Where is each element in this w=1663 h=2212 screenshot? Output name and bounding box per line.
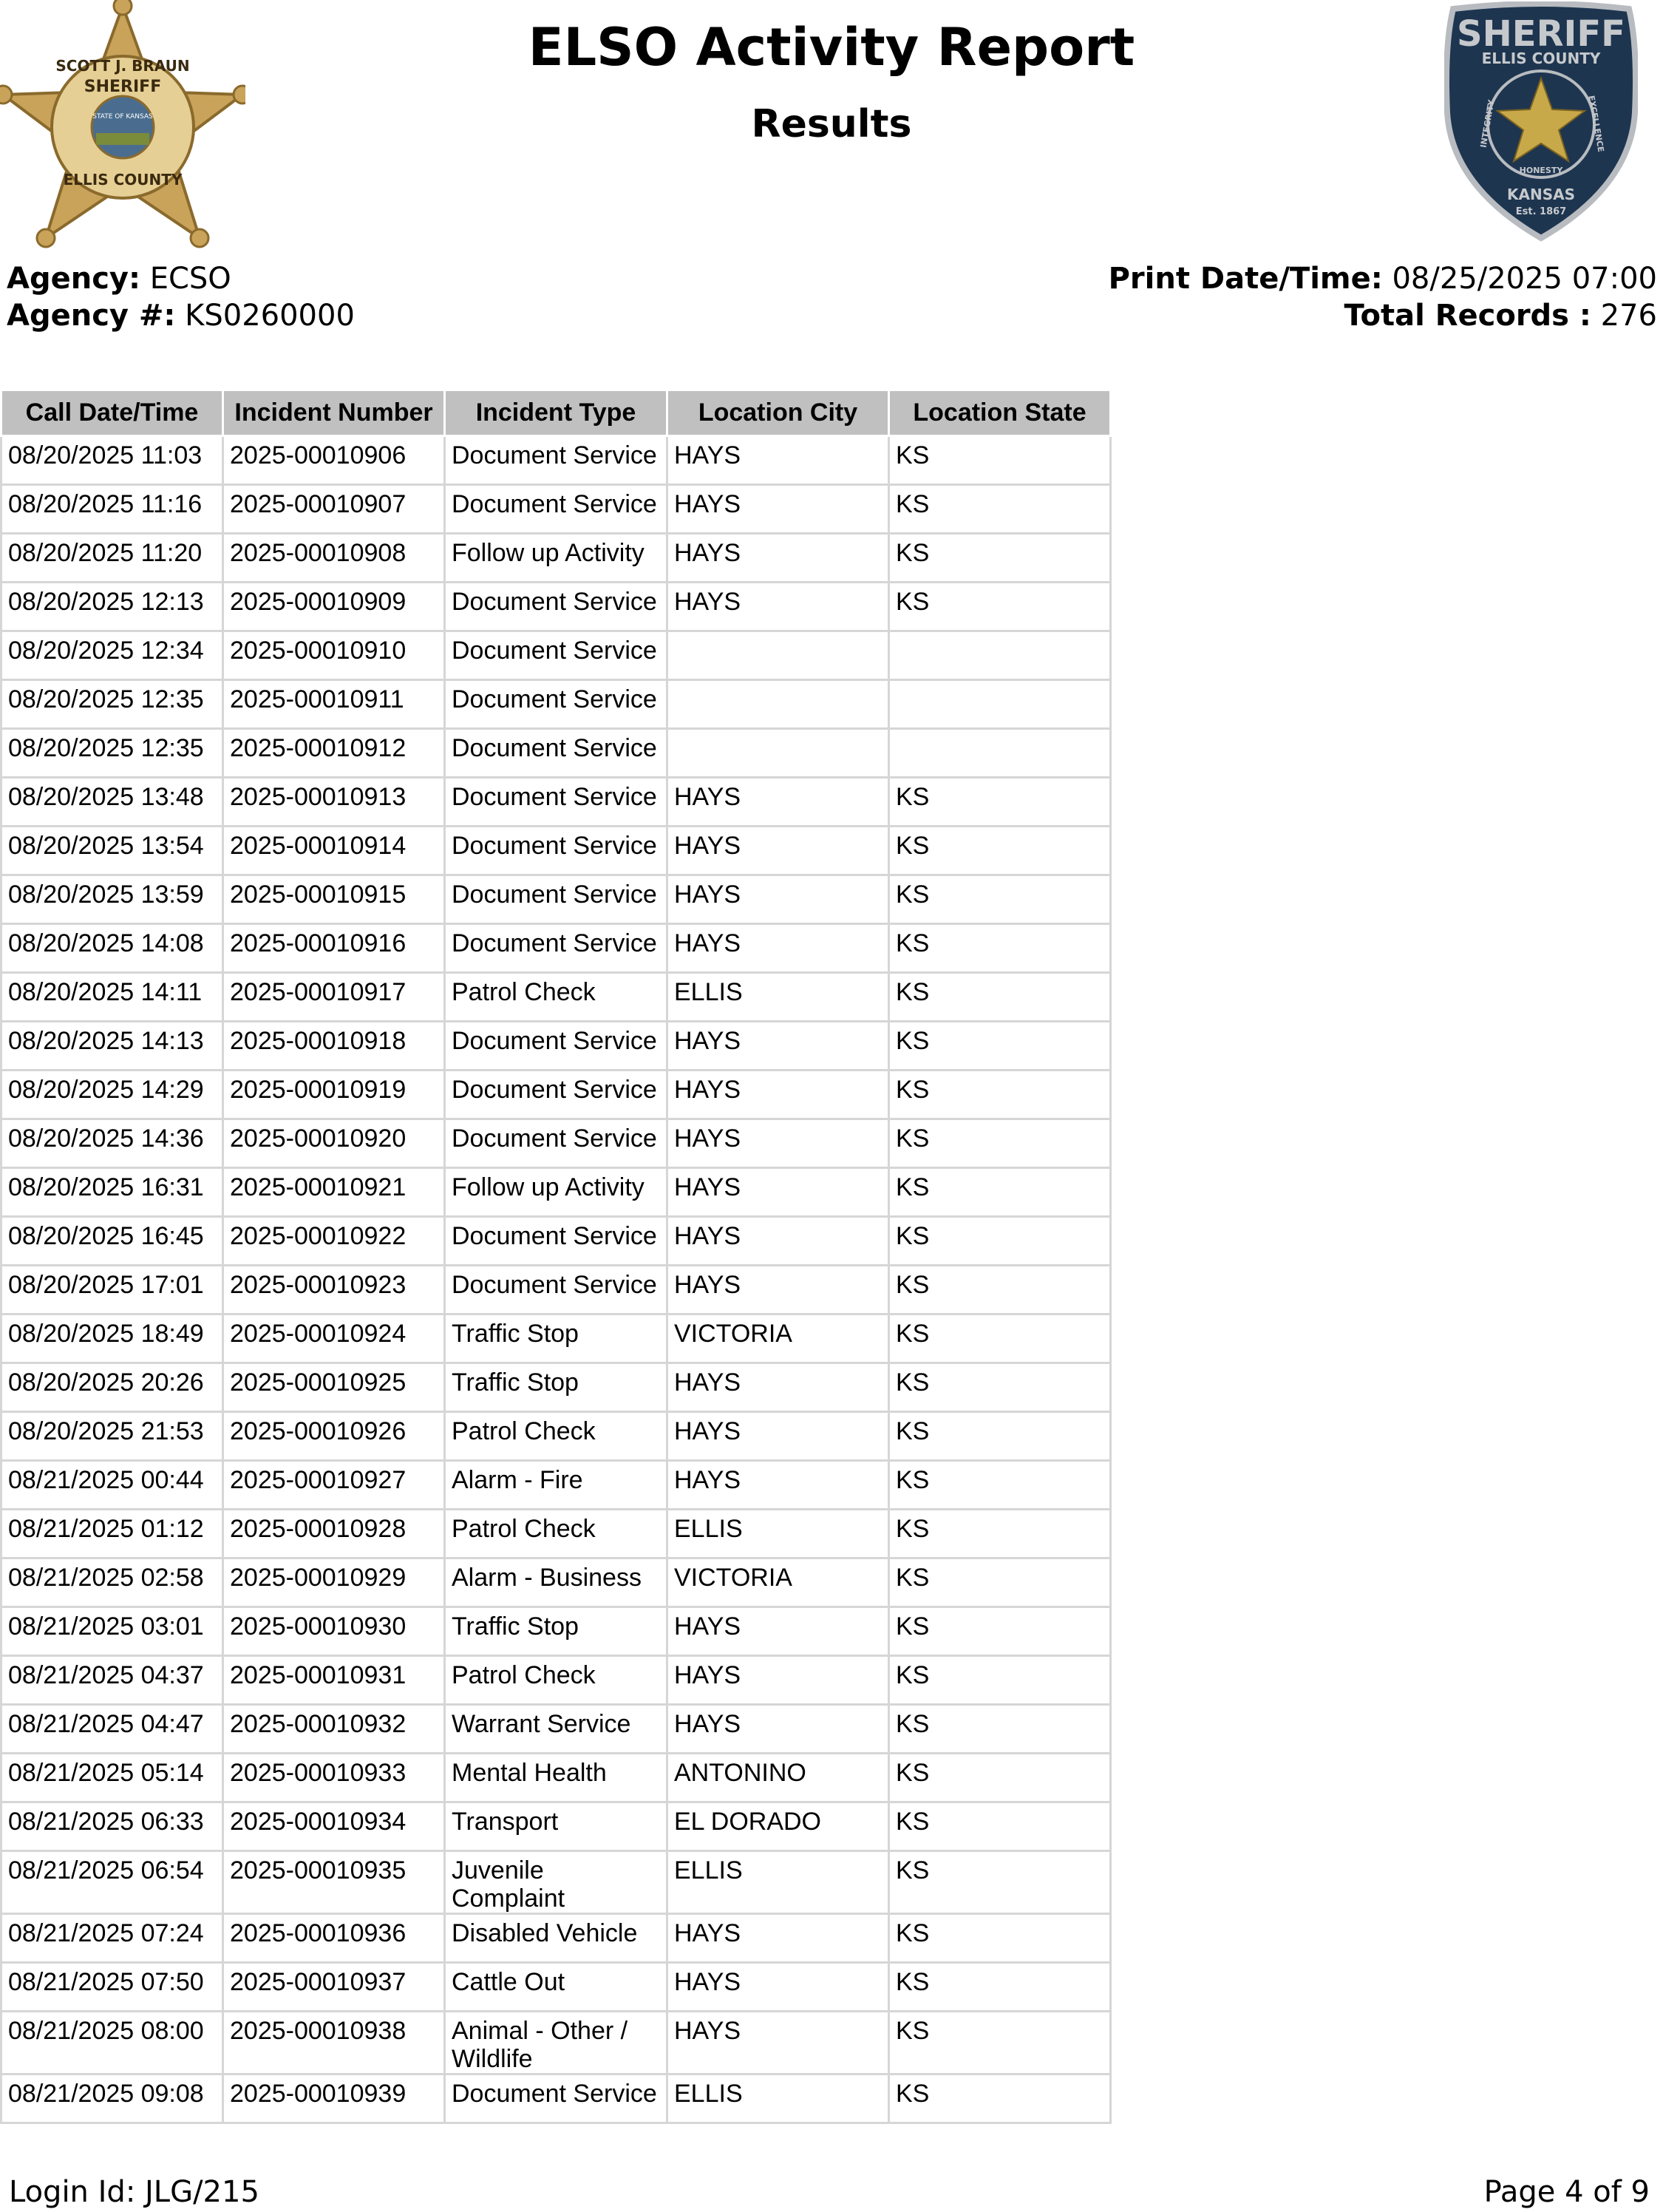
incident-type-cell: Alarm - Business <box>445 1558 667 1607</box>
location-city-cell: ELLIS <box>667 1851 889 1914</box>
call-datetime-cell: 08/21/2025 03:01 <box>1 1607 223 1656</box>
incident-number-cell: 2025-00010928 <box>223 1510 445 1558</box>
total-records-label: Total Records : <box>1344 299 1591 333</box>
location-city-cell <box>667 631 889 680</box>
incident-type-cell: Document Service <box>445 2074 667 2123</box>
incident-type-cell: Document Service <box>445 485 667 534</box>
table-row <box>1 1071 1111 1119</box>
location-state-cell <box>889 631 1111 680</box>
agency-label: Agency: <box>7 262 140 296</box>
location-state-cell: KS <box>889 485 1111 534</box>
location-city-cell: HAYS <box>667 1656 889 1705</box>
agency-info <box>7 260 355 334</box>
table-row <box>1 1314 1111 1363</box>
total-records-value: 276 <box>1600 299 1657 333</box>
location-city-cell: HAYS <box>667 924 889 973</box>
location-city-cell: HAYS <box>667 1119 889 1168</box>
print-datetime-line <box>1109 260 1657 297</box>
location-state-cell: KS <box>889 1266 1111 1314</box>
table-row <box>1 631 1111 680</box>
location-state-cell: KS <box>889 1461 1111 1510</box>
location-state-cell: KS <box>889 1802 1111 1851</box>
location-city-cell: HAYS <box>667 1914 889 1963</box>
call-datetime-cell: 08/20/2025 21:53 <box>1 1412 223 1461</box>
call-datetime-cell: 08/20/2025 20:26 <box>1 1363 223 1412</box>
location-city-cell: ANTONINO <box>667 1754 889 1802</box>
incident-number-cell: 2025-00010931 <box>223 1656 445 1705</box>
location-city-cell: HAYS <box>667 827 889 875</box>
seal-word-sheriff: SHERIFF <box>84 78 162 96</box>
location-state-cell: KS <box>889 1119 1111 1168</box>
location-city-cell: HAYS <box>667 2012 889 2074</box>
incident-type-cell: Traffic Stop <box>445 1607 667 1656</box>
table-row <box>1 680 1111 729</box>
location-city-cell: HAYS <box>667 1705 889 1754</box>
location-state-cell: KS <box>889 1314 1111 1363</box>
table-row <box>1 1119 1111 1168</box>
incident-number-cell: 2025-00010916 <box>223 924 445 973</box>
print-info <box>1109 260 1657 334</box>
total-records-line <box>1109 297 1657 334</box>
incident-number-cell: 2025-00010912 <box>223 729 445 778</box>
call-datetime-cell: 08/20/2025 14:29 <box>1 1071 223 1119</box>
incident-number-cell: 2025-00010913 <box>223 778 445 827</box>
incident-number-cell: 2025-00010906 <box>223 436 445 485</box>
location-state-cell: KS <box>889 1022 1111 1071</box>
table-header-row <box>1 390 1111 436</box>
location-city-cell: HAYS <box>667 875 889 924</box>
results-table <box>0 389 1112 2124</box>
call-datetime-cell: 08/20/2025 11:03 <box>1 436 223 485</box>
table-row <box>1 1754 1111 1802</box>
incident-type-cell: Animal - Other / Wildlife <box>445 2012 667 2074</box>
table-row <box>1 1914 1111 1963</box>
table-row <box>1 827 1111 875</box>
patch-word-sheriff: SHERIFF <box>1457 13 1625 55</box>
call-datetime-cell: 08/21/2025 07:24 <box>1 1914 223 1963</box>
incident-number-cell: 2025-00010907 <box>223 485 445 534</box>
incident-type-cell: Juvenile Complaint <box>445 1851 667 1914</box>
location-state-cell: KS <box>889 1217 1111 1266</box>
location-state-cell: KS <box>889 583 1111 631</box>
patch-motto-right: EXCELLENCE <box>1586 95 1606 153</box>
incident-type-cell: Patrol Check <box>445 1656 667 1705</box>
call-datetime-cell: 08/21/2025 04:47 <box>1 1705 223 1754</box>
agency-line <box>7 260 355 297</box>
incident-type-cell: Document Service <box>445 680 667 729</box>
location-city-cell: VICTORIA <box>667 1314 889 1363</box>
table-row <box>1 485 1111 534</box>
table-body <box>1 436 1111 2123</box>
location-city-cell: HAYS <box>667 1412 889 1461</box>
location-city-cell: ELLIS <box>667 973 889 1022</box>
call-datetime-cell: 08/20/2025 12:13 <box>1 583 223 631</box>
incident-number-cell: 2025-00010920 <box>223 1119 445 1168</box>
location-state-cell: KS <box>889 1656 1111 1705</box>
incident-type-cell: Follow up Activity <box>445 1168 667 1217</box>
report-title: ELSO Activity Report <box>528 17 1135 78</box>
incident-number-cell: 2025-00010926 <box>223 1412 445 1461</box>
call-datetime-cell: 08/21/2025 06:54 <box>1 1851 223 1914</box>
location-state-cell: KS <box>889 1558 1111 1607</box>
call-datetime-cell: 08/20/2025 14:11 <box>1 973 223 1022</box>
location-state-cell: KS <box>889 1412 1111 1461</box>
incident-type-cell: Document Service <box>445 778 667 827</box>
incident-number-cell: 2025-00010938 <box>223 2012 445 2074</box>
table-row <box>1 1363 1111 1412</box>
incident-number-cell: 2025-00010909 <box>223 583 445 631</box>
seal-word-county: ELLIS COUNTY <box>63 171 183 189</box>
location-city-cell: HAYS <box>667 1963 889 2012</box>
location-state-cell: KS <box>889 534 1111 583</box>
table-row <box>1 778 1111 827</box>
call-datetime-cell: 08/20/2025 12:35 <box>1 680 223 729</box>
incident-type-cell: Follow up Activity <box>445 534 667 583</box>
incident-type-cell: Document Service <box>445 1266 667 1314</box>
call-datetime-cell: 08/20/2025 17:01 <box>1 1266 223 1314</box>
location-state-cell: KS <box>889 1754 1111 1802</box>
incident-type-cell: Cattle Out <box>445 1963 667 2012</box>
page-number: Page 4 of 9 <box>1483 2175 1650 2209</box>
table-row <box>1 2074 1111 2123</box>
location-state-cell: KS <box>889 1363 1111 1412</box>
incident-type-cell: Document Service <box>445 1119 667 1168</box>
location-city-cell: HAYS <box>667 1217 889 1266</box>
incident-type-cell: Document Service <box>445 436 667 485</box>
column-header: Call Date/Time <box>1 390 223 436</box>
location-city-cell: ELLIS <box>667 2074 889 2123</box>
call-datetime-cell: 08/20/2025 11:16 <box>1 485 223 534</box>
location-city-cell: HAYS <box>667 436 889 485</box>
column-header: Location City <box>667 390 889 436</box>
incident-number-cell: 2025-00010936 <box>223 1914 445 1963</box>
table-row <box>1 1607 1111 1656</box>
table-row <box>1 1963 1111 2012</box>
call-datetime-cell: 08/20/2025 14:13 <box>1 1022 223 1071</box>
incident-number-cell: 2025-00010929 <box>223 1558 445 1607</box>
location-state-cell: KS <box>889 1914 1111 1963</box>
call-datetime-cell: 08/21/2025 09:08 <box>1 2074 223 2123</box>
location-state-cell: KS <box>889 1071 1111 1119</box>
login-id: Login Id: JLG/215 <box>9 2175 259 2209</box>
location-state-cell: KS <box>889 2012 1111 2074</box>
incident-number-cell: 2025-00010933 <box>223 1754 445 1802</box>
patch-motto-bottom: HONESTY <box>1519 166 1563 175</box>
patch-established: Est. 1867 <box>1515 206 1567 217</box>
incident-number-cell: 2025-00010937 <box>223 1963 445 2012</box>
call-datetime-cell: 08/20/2025 16:31 <box>1 1168 223 1217</box>
table-row <box>1 1851 1111 1914</box>
incident-number-cell: 2025-00010923 <box>223 1266 445 1314</box>
seal-name-arc: SCOTT J. BRAUN <box>55 57 190 75</box>
incident-type-cell: Document Service <box>445 729 667 778</box>
location-city-cell: VICTORIA <box>667 1558 889 1607</box>
location-state-cell: KS <box>889 2074 1111 2123</box>
location-city-cell: HAYS <box>667 778 889 827</box>
call-datetime-cell: 08/21/2025 06:33 <box>1 1802 223 1851</box>
incident-type-cell: Document Service <box>445 1071 667 1119</box>
incident-number-cell: 2025-00010919 <box>223 1071 445 1119</box>
incident-type-cell: Patrol Check <box>445 973 667 1022</box>
location-city-cell: HAYS <box>667 1607 889 1656</box>
call-datetime-cell: 08/20/2025 13:59 <box>1 875 223 924</box>
table-row <box>1 729 1111 778</box>
call-datetime-cell: 08/21/2025 01:12 <box>1 1510 223 1558</box>
incident-type-cell: Traffic Stop <box>445 1314 667 1363</box>
location-city-cell: HAYS <box>667 1266 889 1314</box>
table-row <box>1 1461 1111 1510</box>
call-datetime-cell: 08/20/2025 14:36 <box>1 1119 223 1168</box>
location-state-cell: KS <box>889 827 1111 875</box>
incident-type-cell: Traffic Stop <box>445 1363 667 1412</box>
column-header: Incident Number <box>223 390 445 436</box>
location-city-cell: HAYS <box>667 534 889 583</box>
call-datetime-cell: 08/21/2025 04:37 <box>1 1656 223 1705</box>
location-city-cell: HAYS <box>667 583 889 631</box>
location-state-cell: KS <box>889 1510 1111 1558</box>
table-row <box>1 973 1111 1022</box>
location-state-cell: KS <box>889 924 1111 973</box>
table-row <box>1 1656 1111 1705</box>
incident-number-cell: 2025-00010935 <box>223 1851 445 1914</box>
patch-county: ELLIS COUNTY <box>1481 50 1601 67</box>
incident-type-cell: Patrol Check <box>445 1510 667 1558</box>
call-datetime-cell: 08/20/2025 11:20 <box>1 534 223 583</box>
table-row <box>1 436 1111 485</box>
table-row <box>1 875 1111 924</box>
print-datetime-value: 08/25/2025 07:00 <box>1392 262 1657 296</box>
report-subtitle: Results <box>751 102 912 146</box>
column-header: Location State <box>889 390 1111 436</box>
table-row <box>1 1412 1111 1461</box>
location-state-cell: KS <box>889 875 1111 924</box>
location-city-cell: HAYS <box>667 485 889 534</box>
location-city-cell <box>667 680 889 729</box>
call-datetime-cell: 08/21/2025 05:14 <box>1 1754 223 1802</box>
incident-number-cell: 2025-00010908 <box>223 534 445 583</box>
incident-type-cell: Disabled Vehicle <box>445 1914 667 1963</box>
location-state-cell: KS <box>889 778 1111 827</box>
location-state-cell: KS <box>889 1705 1111 1754</box>
incident-type-cell: Document Service <box>445 583 667 631</box>
call-datetime-cell: 08/20/2025 12:35 <box>1 729 223 778</box>
incident-number-cell: 2025-00010934 <box>223 1802 445 1851</box>
incident-type-cell: Document Service <box>445 631 667 680</box>
incident-type-cell: Document Service <box>445 1217 667 1266</box>
incident-type-cell: Transport <box>445 1802 667 1851</box>
call-datetime-cell: 08/20/2025 18:49 <box>1 1314 223 1363</box>
table-row <box>1 2012 1111 2074</box>
print-datetime-label: Print Date/Time: <box>1108 262 1383 296</box>
call-datetime-cell: 08/21/2025 08:00 <box>1 2012 223 2074</box>
table-row <box>1 534 1111 583</box>
call-datetime-cell: 08/20/2025 16:45 <box>1 1217 223 1266</box>
call-datetime-cell: 08/20/2025 13:54 <box>1 827 223 875</box>
incident-number-cell: 2025-00010918 <box>223 1022 445 1071</box>
incident-number-cell: 2025-00010917 <box>223 973 445 1022</box>
location-city-cell: HAYS <box>667 1363 889 1412</box>
incident-type-cell: Document Service <box>445 827 667 875</box>
table-row <box>1 1217 1111 1266</box>
incident-number-cell: 2025-00010924 <box>223 1314 445 1363</box>
location-state-cell <box>889 729 1111 778</box>
location-city-cell: HAYS <box>667 1022 889 1071</box>
column-header: Incident Type <box>445 390 667 436</box>
table-row <box>1 924 1111 973</box>
location-state-cell <box>889 680 1111 729</box>
incident-number-cell: 2025-00010914 <box>223 827 445 875</box>
location-city-cell: HAYS <box>667 1168 889 1217</box>
call-datetime-cell: 08/20/2025 14:08 <box>1 924 223 973</box>
incident-type-cell: Mental Health <box>445 1754 667 1802</box>
table-row <box>1 583 1111 631</box>
call-datetime-cell: 08/21/2025 00:44 <box>1 1461 223 1510</box>
location-state-cell: KS <box>889 1168 1111 1217</box>
incident-number-cell: 2025-00010930 <box>223 1607 445 1656</box>
call-datetime-cell: 08/21/2025 07:50 <box>1 1963 223 2012</box>
incident-number-cell: 2025-00010932 <box>223 1705 445 1754</box>
table-row <box>1 1022 1111 1071</box>
agency-number-line <box>7 297 355 334</box>
agency-number-value: KS0260000 <box>185 299 355 333</box>
incident-number-cell: 2025-00010922 <box>223 1217 445 1266</box>
location-city-cell <box>667 729 889 778</box>
location-city-cell: ELLIS <box>667 1510 889 1558</box>
location-state-cell: KS <box>889 436 1111 485</box>
incident-number-cell: 2025-00010911 <box>223 680 445 729</box>
table-row <box>1 1510 1111 1558</box>
incident-type-cell: Alarm - Fire <box>445 1461 667 1510</box>
call-datetime-cell: 08/21/2025 02:58 <box>1 1558 223 1607</box>
table-row <box>1 1802 1111 1851</box>
patch-motto-left: INTEGRITY <box>1478 99 1497 149</box>
location-city-cell: HAYS <box>667 1461 889 1510</box>
table-row <box>1 1705 1111 1754</box>
call-datetime-cell: 08/20/2025 13:48 <box>1 778 223 827</box>
patch-state: KANSAS <box>1506 186 1576 203</box>
location-city-cell: HAYS <box>667 1071 889 1119</box>
table-row <box>1 1558 1111 1607</box>
incident-type-cell: Warrant Service <box>445 1705 667 1754</box>
incident-number-cell: 2025-00010921 <box>223 1168 445 1217</box>
incident-type-cell: Patrol Check <box>445 1412 667 1461</box>
incident-type-cell: Document Service <box>445 924 667 973</box>
location-city-cell: EL DORADO <box>667 1802 889 1851</box>
incident-type-cell: Document Service <box>445 875 667 924</box>
location-state-cell: KS <box>889 973 1111 1022</box>
location-state-cell: KS <box>889 1851 1111 1914</box>
seal-state-text: STATE OF KANSAS <box>92 113 153 121</box>
agency-number-label: Agency #: <box>7 299 176 333</box>
incident-number-cell: 2025-00010915 <box>223 875 445 924</box>
incident-number-cell: 2025-00010910 <box>223 631 445 680</box>
incident-type-cell: Document Service <box>445 1022 667 1071</box>
table-row <box>1 1266 1111 1314</box>
call-datetime-cell: 08/20/2025 12:34 <box>1 631 223 680</box>
table-row <box>1 1168 1111 1217</box>
incident-number-cell: 2025-00010927 <box>223 1461 445 1510</box>
incident-number-cell: 2025-00010939 <box>223 2074 445 2123</box>
incident-number-cell: 2025-00010925 <box>223 1363 445 1412</box>
location-state-cell: KS <box>889 1607 1111 1656</box>
location-state-cell: KS <box>889 1963 1111 2012</box>
agency-value: ECSO <box>149 262 231 296</box>
